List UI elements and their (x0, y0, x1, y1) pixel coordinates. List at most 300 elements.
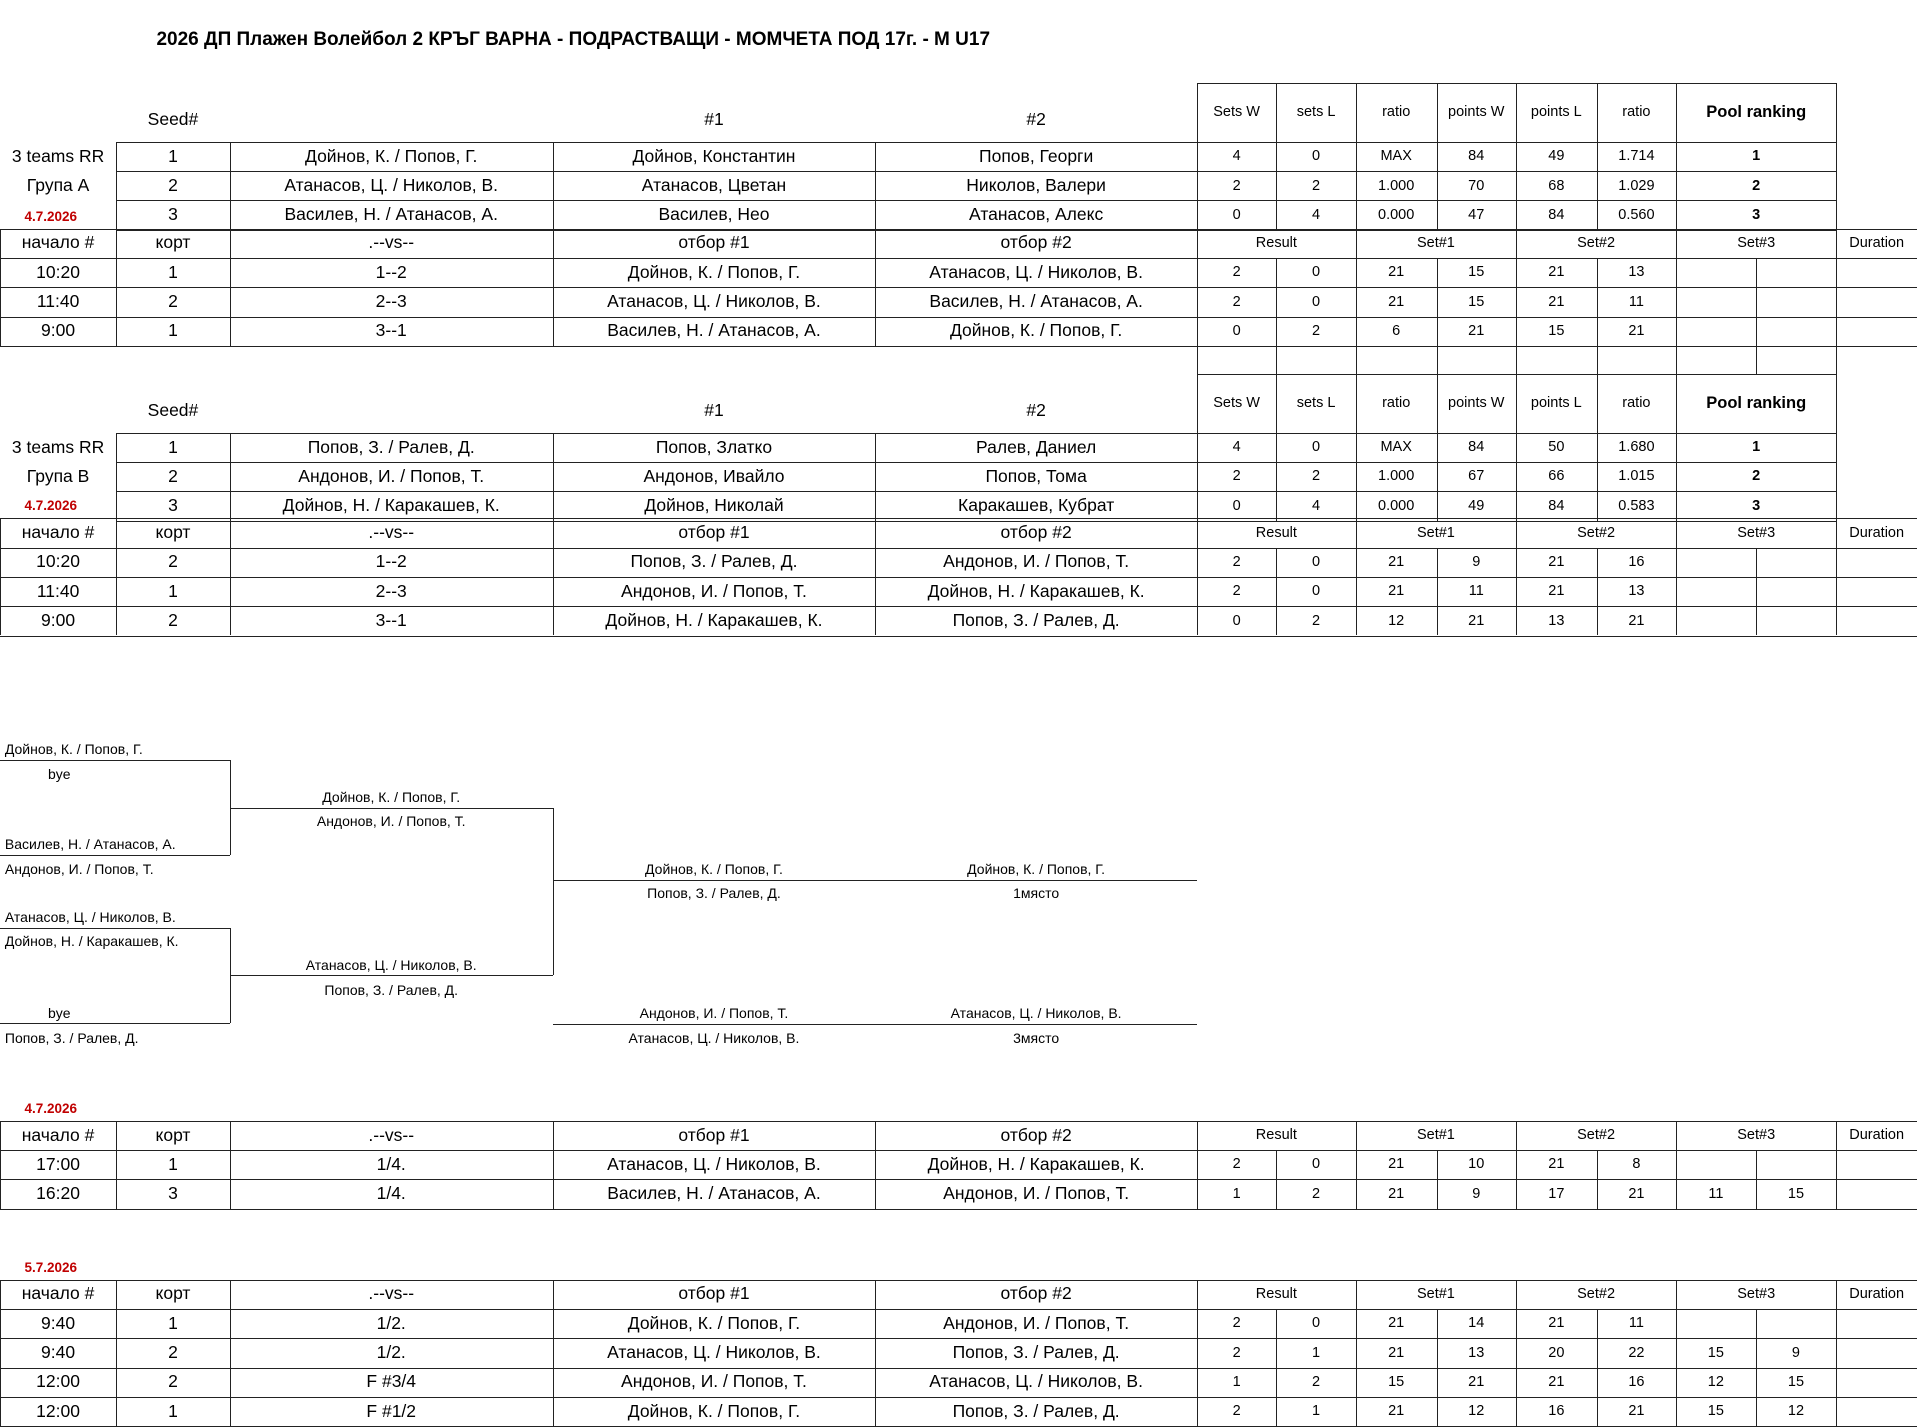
points-lost-cell: 50 (1548, 439, 1565, 456)
team2-cell: Дойнов, Н. / Каракашев, К. (927, 580, 1145, 601)
match-header-set1: Set#1 (1416, 1127, 1455, 1144)
matchup-cell: 1/4. (376, 1153, 406, 1174)
result-lost-cell: 2 (1312, 612, 1321, 629)
matchup-cell: 2--3 (375, 580, 407, 601)
grid-line (1516, 345, 1517, 374)
team2-cell: Попов, З. / Ралев, Д. (952, 610, 1120, 631)
team2-cell: Андонов, И. / Попов, Т. (943, 551, 1130, 572)
bracket-entry: Андонов, И. / Попов, Т. (639, 1005, 789, 1022)
match-header-court: корт (155, 232, 191, 253)
pool-header-player1: #1 (704, 109, 724, 129)
bracket-entry: bye (47, 765, 71, 782)
team1-cell: Василев, Н. / Атанасов, А. (607, 320, 821, 341)
team1-cell: Попов, З. / Ралев, Д. (630, 551, 798, 572)
set1-team2-cell: 15 (1468, 293, 1485, 310)
duration-cell (1836, 287, 1917, 316)
court-cell: 2 (168, 1371, 178, 1392)
set1-team2-cell: 12 (1468, 1403, 1485, 1420)
match-header-court: корт (155, 1283, 191, 1304)
court-cell: 2 (168, 1342, 178, 1363)
set1-team1-cell: 21 (1388, 553, 1405, 570)
duration-cell (1836, 1338, 1917, 1367)
result-lost-cell: 0 (1312, 583, 1321, 600)
points-ratio-cell: 0.583 (1618, 497, 1655, 514)
points-lost-cell: 68 (1548, 177, 1565, 194)
match-header-team2: отбор #2 (1000, 1283, 1072, 1304)
pool-group-name: Група B (26, 465, 90, 486)
match-header-set1: Set#1 (1416, 1285, 1455, 1302)
start-time-cell: 16:20 (36, 1183, 80, 1204)
points-lost-cell: 66 (1548, 468, 1565, 485)
set1-team2-cell: 11 (1468, 583, 1484, 600)
duration-cell (1836, 1397, 1917, 1426)
team2-cell: Попов, З. / Ралев, Д. (952, 1400, 1120, 1421)
points-ratio-cell: 1.680 (1618, 439, 1655, 456)
match-header-set3: Set#3 (1737, 1127, 1776, 1144)
set3-team1-cell (1676, 606, 1755, 635)
match-date: 4.7.2026 (24, 1100, 77, 1116)
pool-header-team (230, 98, 553, 142)
start-time-cell: 10:20 (36, 551, 80, 572)
match-header-set3: Set#3 (1737, 234, 1776, 251)
court-cell: 1 (168, 1153, 178, 1174)
match-header-set2: Set#2 (1577, 1285, 1616, 1302)
matchup-cell: F #1/2 (366, 1400, 417, 1421)
pool-ranking-cell: 1 (1752, 439, 1761, 456)
team-cell: Дойнов, Н. / Каракашев, К. (282, 495, 500, 516)
set2-team2-cell: 13 (1628, 264, 1645, 281)
set2-team2-cell: 11 (1628, 1315, 1644, 1332)
match-header-team1: отбор #1 (678, 1124, 750, 1145)
pool-header-team (230, 389, 553, 433)
player1-cell: Атанасов, Цветан (641, 175, 787, 195)
set2-team1-cell: 15 (1548, 322, 1565, 339)
result-won-cell: 0 (1232, 322, 1241, 339)
pool-header-points-won: points W (1448, 104, 1505, 121)
set3-team1-cell: 15 (1707, 1344, 1724, 1361)
team-cell: Попов, З. / Ралев, Д. (307, 436, 475, 457)
bracket-entry: Атанасов, Ц. / Николов, В. (305, 957, 477, 974)
points-ratio-cell: 1.029 (1618, 177, 1655, 194)
result-won-cell: 2 (1232, 1403, 1241, 1420)
set1-team2-cell: 13 (1468, 1344, 1485, 1361)
result-won-cell: 2 (1232, 583, 1241, 600)
team2-cell: Атанасов, Ц. / Николов, В. (929, 1371, 1143, 1392)
start-time-cell: 17:00 (36, 1153, 80, 1174)
seed-cell: 2 (168, 175, 178, 195)
grid-line (553, 808, 554, 975)
court-cell: 1 (168, 580, 178, 601)
match-header-start-time: начало # (21, 232, 95, 253)
player1-cell: Василев, Нео (658, 204, 770, 225)
set1-team2-cell: 9 (1472, 1185, 1481, 1202)
match-header-set2: Set#2 (1577, 1127, 1616, 1144)
grid-line (0, 928, 230, 929)
matchup-cell: 1--2 (375, 551, 407, 572)
team1-cell: Дойнов, К. / Попов, Г. (627, 1400, 801, 1421)
grid-line (0, 1023, 230, 1024)
grid-line (230, 808, 553, 809)
points-won-cell: 84 (1468, 148, 1485, 165)
result-won-cell: 2 (1232, 264, 1241, 281)
set1-team1-cell: 21 (1388, 293, 1405, 310)
grid-line (230, 975, 553, 976)
grid-line (0, 346, 1917, 347)
set-ratio-cell: 0.000 (1378, 497, 1415, 514)
pool-group-name: Група A (26, 175, 90, 195)
set3-team1-cell (1676, 1309, 1755, 1338)
pool-ranking-cell: 2 (1752, 468, 1761, 485)
pool-header-points-won: points W (1448, 395, 1505, 412)
court-cell: 1 (168, 320, 178, 341)
team1-cell: Атанасов, Ц. / Николов, В. (607, 1342, 821, 1363)
result-lost-cell: 2 (1312, 1185, 1321, 1202)
set3-team1-cell (1676, 1150, 1755, 1179)
match-header-set2: Set#2 (1577, 524, 1616, 541)
set2-team2-cell: 21 (1628, 612, 1645, 629)
result-lost-cell: 0 (1312, 264, 1321, 281)
bracket-entry: Василев, Н. / Атанасов, А. (4, 836, 176, 853)
sets-lost-cell: 4 (1312, 206, 1321, 223)
matchup-cell: 1/2. (376, 1312, 406, 1333)
bracket-entry: Попов, З. / Ралев, Д. (647, 885, 781, 902)
set3-team2-cell (1756, 1150, 1837, 1179)
set2-team1-cell: 21 (1548, 264, 1565, 281)
bracket-entry: Дойнов, К. / Попов, Г. (4, 741, 143, 758)
set2-team2-cell: 11 (1628, 293, 1644, 310)
set2-team2-cell: 22 (1628, 1344, 1645, 1361)
player2-cell: Попов, Тома (985, 465, 1087, 486)
result-lost-cell: 1 (1312, 1403, 1321, 1420)
matchup-cell: F #3/4 (366, 1371, 417, 1392)
grid-line (0, 855, 230, 856)
team1-cell: Андонов, И. / Попов, Т. (621, 580, 807, 601)
pool-header-sets-won: Sets W (1213, 395, 1260, 412)
set3-team1-cell: 11 (1708, 1185, 1724, 1202)
pool-label: 3 teams RR (11, 436, 105, 457)
set1-team1-cell: 21 (1388, 1403, 1405, 1420)
bracket-entry: Попов, З. / Ралев, Д. (4, 1029, 139, 1046)
team1-cell: Дойнов, Н. / Каракашев, К. (605, 610, 823, 631)
match-header-duration: Duration (1849, 1285, 1905, 1302)
sets-won-cell: 0 (1232, 497, 1241, 514)
set1-team1-cell: 21 (1388, 583, 1405, 600)
result-lost-cell: 2 (1312, 1373, 1321, 1390)
set2-team1-cell: 21 (1548, 553, 1565, 570)
grid-line (553, 880, 1197, 881)
duration-cell (1836, 606, 1917, 635)
grid-line (1597, 345, 1598, 374)
match-header-set2: Set#2 (1577, 234, 1616, 251)
pool-header-player2: #2 (1026, 109, 1046, 129)
pool-header-points-ratio: ratio (1622, 395, 1651, 412)
grid-line (1836, 345, 1837, 374)
team1-cell: Василев, Н. / Атанасов, А. (607, 1183, 821, 1204)
match-header-set3: Set#3 (1737, 524, 1776, 541)
set2-team1-cell: 13 (1548, 612, 1565, 629)
team1-cell: Андонов, И. / Попов, Т. (621, 1371, 807, 1392)
start-time-cell: 11:40 (36, 580, 80, 601)
set2-team2-cell: 21 (1628, 1185, 1645, 1202)
duration-cell (1836, 1309, 1917, 1338)
result-lost-cell: 0 (1312, 1156, 1321, 1173)
points-won-cell: 49 (1468, 497, 1485, 514)
match-header-team1: отбор #1 (678, 232, 750, 253)
result-lost-cell: 1 (1312, 1344, 1321, 1361)
set1-team1-cell: 21 (1388, 1344, 1405, 1361)
set1-team1-cell: 15 (1388, 1373, 1405, 1390)
start-time-cell: 9:40 (41, 1342, 76, 1363)
pool-header-sets-lost: sets L (1296, 395, 1336, 412)
result-won-cell: 2 (1232, 1156, 1241, 1173)
court-cell: 2 (168, 551, 178, 572)
team1-cell: Дойнов, К. / Попов, Г. (627, 261, 801, 282)
court-cell: 3 (168, 1183, 178, 1204)
points-lost-cell: 84 (1548, 497, 1565, 514)
set3-team2-cell (1756, 287, 1837, 316)
player1-cell: Дойнов, Николай (644, 495, 784, 516)
grid-line (1437, 345, 1438, 374)
set3-team2-cell (1756, 577, 1837, 606)
matchup-cell: 3--1 (375, 610, 407, 631)
match-header-duration: Duration (1849, 1127, 1905, 1144)
sets-lost-cell: 0 (1312, 439, 1321, 456)
result-won-cell: 2 (1232, 293, 1241, 310)
duration-cell (1836, 548, 1917, 577)
set-ratio-cell: 0.000 (1378, 206, 1415, 223)
points-won-cell: 70 (1468, 177, 1485, 194)
set3-team2-cell (1756, 548, 1837, 577)
set1-team1-cell: 21 (1388, 1156, 1405, 1173)
match-header-matchup: .--vs-- (368, 1283, 415, 1304)
court-cell: 1 (168, 1400, 178, 1421)
match-header-team2: отбор #2 (1000, 232, 1072, 253)
page-title: 2026 ДП Плажен Волейбол 2 КРЪГ ВАРНА - ПОДРАСТВАЩИ - МОМЧЕТА ПОД 17г. - M U17 (156, 28, 991, 50)
set3-team1-cell: 12 (1707, 1373, 1724, 1390)
points-ratio-cell: 0.560 (1618, 206, 1655, 223)
set2-team2-cell: 21 (1628, 1403, 1645, 1420)
set2-team2-cell: 13 (1628, 583, 1645, 600)
result-won-cell: 2 (1232, 553, 1241, 570)
court-cell: 1 (168, 1312, 178, 1333)
pool-header-sets-won: Sets W (1213, 104, 1260, 121)
matchup-cell: 3--1 (375, 320, 407, 341)
grid-line (553, 1024, 1197, 1025)
player2-cell: Каракашев, Кубрат (958, 495, 1115, 516)
bracket-entry: Дойнов, Н. / Каракашев, К. (4, 933, 179, 950)
set2-team2-cell: 21 (1628, 322, 1645, 339)
pool-header-seed: Seed# (147, 399, 199, 420)
match-header-result: Result (1255, 1285, 1297, 1302)
set2-team2-cell: 16 (1628, 1373, 1645, 1390)
result-won-cell: 0 (1232, 612, 1241, 629)
set2-team1-cell: 21 (1548, 1156, 1565, 1173)
bracket-entry: Андонов, И. / Попов, Т. (4, 860, 154, 877)
set-ratio-cell: MAX (1380, 439, 1412, 456)
matchup-cell: 2--3 (375, 291, 407, 312)
bracket-entry: Андонов, И. / Попов, Т. (316, 813, 466, 830)
bracket-entry: Атанасов, Ц. / Николов, В. (950, 1005, 1122, 1022)
sets-won-cell: 2 (1232, 468, 1241, 485)
match-header-set3: Set#3 (1737, 1285, 1776, 1302)
set1-team2-cell: 21 (1468, 322, 1485, 339)
result-lost-cell: 2 (1312, 322, 1321, 339)
bracket-entry: Дойнов, К. / Попов, Г. (645, 860, 783, 877)
team2-cell: Василев, Н. / Атанасов, А. (929, 291, 1143, 312)
duration-cell (1836, 1179, 1917, 1208)
set3-team2-cell: 12 (1787, 1403, 1805, 1420)
result-won-cell: 1 (1232, 1185, 1241, 1202)
matchup-cell: 1/4. (376, 1183, 406, 1204)
seed-cell: 1 (168, 145, 178, 166)
team2-cell: Андонов, И. / Попов, Т. (943, 1183, 1130, 1204)
set2-team1-cell: 21 (1548, 1315, 1565, 1332)
set1-team2-cell: 21 (1468, 612, 1485, 629)
team1-cell: Атанасов, Ц. / Николов, В. (607, 1153, 821, 1174)
bracket-entry: Дойнов, К. / Попов, Г. (322, 788, 461, 805)
sets-lost-cell: 0 (1312, 148, 1321, 165)
duration-cell (1836, 1368, 1917, 1397)
match-header-start-time: начало # (21, 522, 95, 543)
sets-won-cell: 4 (1232, 439, 1241, 456)
set3-team2-cell (1756, 606, 1837, 635)
team2-cell: Дойнов, Н. / Каракашев, К. (927, 1153, 1145, 1174)
result-won-cell: 2 (1232, 1315, 1241, 1332)
set3-team1-cell (1676, 577, 1755, 606)
match-header-start-time: начало # (21, 1124, 95, 1145)
pool-header-player2: #2 (1026, 399, 1046, 420)
set1-team2-cell: 9 (1472, 553, 1481, 570)
duration-cell (1836, 577, 1917, 606)
set2-team1-cell: 20 (1548, 1344, 1565, 1361)
player2-cell: Атанасов, Алекс (969, 204, 1104, 225)
start-time-cell: 12:00 (36, 1371, 80, 1392)
set3-team2-cell: 9 (1791, 1344, 1800, 1361)
result-lost-cell: 0 (1312, 293, 1321, 310)
start-time-cell: 9:00 (41, 320, 76, 341)
court-cell: 1 (168, 261, 178, 282)
grid-line (0, 636, 1917, 637)
pool-header-seed: Seed# (147, 109, 199, 129)
set3-team1-cell (1676, 548, 1755, 577)
team2-cell: Атанасов, Ц. / Николов, В. (929, 261, 1143, 282)
bracket-entry: 3място (1013, 1029, 1060, 1046)
match-header-team1: отбор #1 (678, 1283, 750, 1304)
match-date: 4.7.2026 (24, 498, 77, 514)
set1-team2-cell: 15 (1468, 264, 1485, 281)
sets-lost-cell: 4 (1312, 497, 1321, 514)
match-header-result: Result (1255, 234, 1297, 251)
grid-line (1836, 83, 1837, 230)
start-time-cell: 9:40 (41, 1312, 76, 1333)
court-cell: 2 (168, 291, 178, 312)
team1-cell: Атанасов, Ц. / Николов, В. (607, 291, 821, 312)
team1-cell: Дойнов, К. / Попов, Г. (627, 1312, 801, 1333)
set1-team1-cell: 21 (1388, 1315, 1405, 1332)
grid-line (1676, 345, 1677, 374)
grid-line (1197, 374, 1836, 375)
match-header-matchup: .--vs-- (368, 232, 415, 253)
pool-header-points-lost: points L (1530, 395, 1582, 412)
set2-team2-cell: 16 (1628, 553, 1645, 570)
seed-cell: 3 (168, 495, 178, 516)
matchup-cell: 1--2 (375, 261, 407, 282)
sets-won-cell: 4 (1232, 148, 1241, 165)
set3-team2-cell (1756, 1309, 1837, 1338)
set1-team2-cell: 10 (1468, 1156, 1485, 1173)
match-header-court: корт (155, 1124, 191, 1145)
team-cell: Дойнов, К. / Попов, Г. (305, 145, 478, 166)
pool-header-player1: #1 (704, 399, 724, 420)
match-header-team2: отбор #2 (1000, 1124, 1072, 1145)
duration-cell (1836, 317, 1917, 346)
pool-header-set-ratio: ratio (1382, 104, 1411, 121)
match-header-team2: отбор #2 (1000, 522, 1072, 543)
bracket-entry: Атанасов, Ц. / Николов, В. (628, 1029, 800, 1046)
match-header-matchup: .--vs-- (368, 522, 415, 543)
pool-label: 3 teams RR (11, 145, 105, 166)
set1-team1-cell: 21 (1388, 264, 1405, 281)
pool-ranking-cell: 1 (1752, 148, 1761, 165)
set1-team2-cell: 14 (1468, 1315, 1485, 1332)
pool-header-points-ratio: ratio (1622, 104, 1651, 121)
set2-team1-cell: 21 (1548, 293, 1565, 310)
start-time-cell: 11:40 (36, 291, 80, 312)
match-date: 5.7.2026 (24, 1259, 77, 1275)
pool-header-sets-lost: sets L (1296, 104, 1336, 121)
set3-team1-cell (1676, 258, 1755, 287)
match-header-set1: Set#1 (1416, 234, 1455, 251)
sets-won-cell: 0 (1232, 206, 1241, 223)
set1-team1-cell: 21 (1388, 1185, 1405, 1202)
set-ratio-cell: 1.000 (1378, 177, 1415, 194)
set1-team1-cell: 12 (1388, 612, 1405, 629)
result-won-cell: 1 (1232, 1373, 1241, 1390)
team-cell: Андонов, И. / Попов, Т. (298, 465, 485, 486)
set3-team2-cell: 15 (1787, 1185, 1805, 1202)
matchup-cell: 1/2. (376, 1342, 406, 1363)
pool-header-pool-ranking: Pool ranking (1706, 394, 1807, 413)
team2-cell: Попов, З. / Ралев, Д. (952, 1342, 1120, 1363)
bracket-entry: bye (47, 1005, 71, 1022)
sets-lost-cell: 2 (1312, 468, 1321, 485)
grid-line (0, 1209, 1917, 1210)
player2-cell: Попов, Георги (979, 145, 1094, 166)
set2-team2-cell: 8 (1632, 1156, 1641, 1173)
seed-cell: 1 (168, 436, 178, 457)
set2-team1-cell: 21 (1548, 1373, 1565, 1390)
set2-team1-cell: 17 (1548, 1185, 1565, 1202)
pool-header-set-ratio: ratio (1382, 395, 1411, 412)
grid-line (1836, 374, 1837, 521)
seed-cell: 3 (168, 204, 178, 225)
team-cell: Атанасов, Ц. / Николов, В. (284, 175, 499, 195)
set2-team1-cell: 16 (1548, 1403, 1565, 1420)
pool-header-pool-ranking: Pool ranking (1706, 103, 1807, 122)
player2-cell: Николов, Валери (966, 175, 1106, 195)
grid-line (1756, 345, 1757, 374)
seed-cell: 2 (168, 465, 178, 486)
player1-cell: Попов, Златко (655, 436, 773, 457)
result-lost-cell: 0 (1312, 553, 1321, 570)
player1-cell: Андонов, Ивайло (643, 465, 785, 486)
points-ratio-cell: 1.015 (1618, 468, 1655, 485)
team2-cell: Андонов, И. / Попов, Т. (943, 1312, 1130, 1333)
match-header-result: Result (1255, 1127, 1297, 1144)
result-lost-cell: 0 (1312, 1315, 1321, 1332)
start-time-cell: 9:00 (41, 610, 76, 631)
set3-team2-cell (1756, 317, 1837, 346)
